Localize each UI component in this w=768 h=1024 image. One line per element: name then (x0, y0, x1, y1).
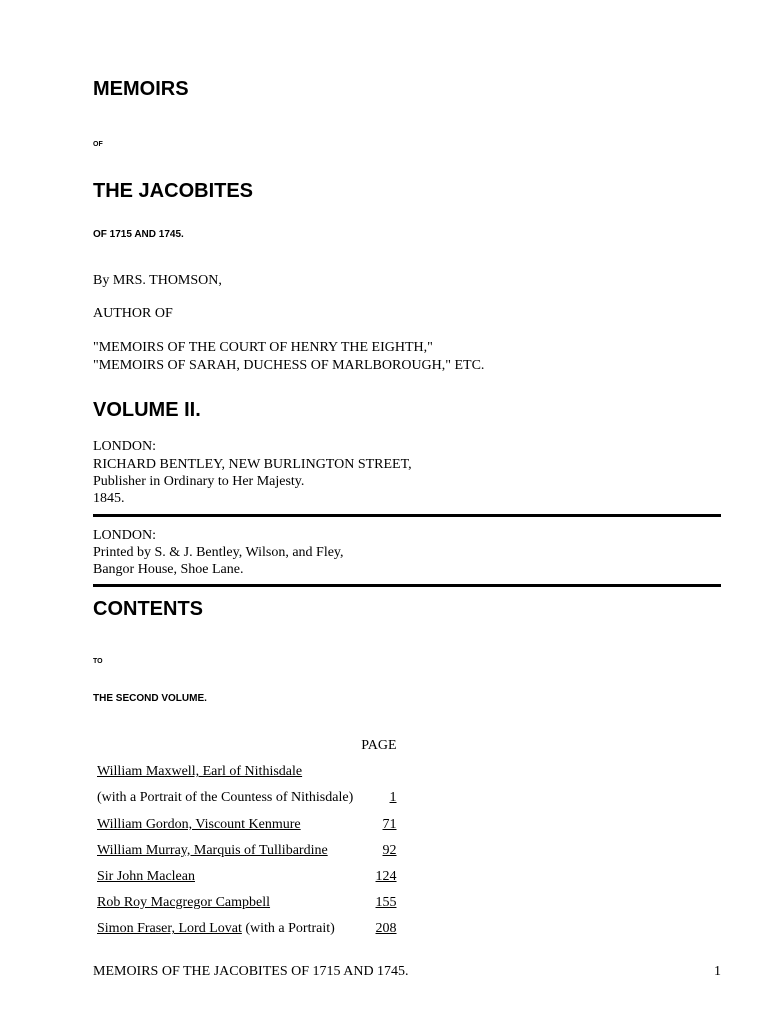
contents-header-row (93, 733, 401, 759)
publisher-line: RICHARD BENTLEY, NEW BURLINGTON STREET, (93, 457, 412, 472)
printer-line: Bangor House, Shoe Lane. (93, 562, 244, 577)
contents-entry-link[interactable]: Simon Fraser, Lord Lovat (97, 921, 242, 937)
publisher-line: LONDON: (93, 439, 156, 454)
book-subject: THE JACOBITES (93, 180, 254, 202)
author-work: "MEMOIRS OF THE COURT OF HENRY THE EIGHTH," (93, 340, 433, 355)
contents-entry-link[interactable]: Sir John Maclean (97, 869, 195, 885)
contents-table (93, 733, 401, 943)
printer-line: Printed by S. & J. Bentley, Wilson, and Fley, (93, 545, 344, 560)
author-work: "MEMOIRS OF SARAH, DUCHESS OF MARLBOROUGH," ETC. (93, 358, 485, 373)
table-row (93, 890, 401, 916)
author-of: AUTHOR OF (93, 306, 173, 321)
contents-page-link[interactable]: 92 (382, 842, 397, 858)
table-row (93, 812, 401, 838)
contents-page-link[interactable]: 124 (375, 869, 397, 885)
divider (93, 514, 721, 517)
contents-entry-link[interactable]: Rob Roy Macgregor Campbell (97, 895, 271, 911)
contents-heading: CONTENTS (93, 598, 203, 620)
page-column-header: PAGE (361, 738, 397, 754)
table-row (93, 864, 401, 890)
printer-line: LONDON: (93, 528, 156, 543)
publisher-line: Publisher in Ordinary to Her Majesty. (93, 474, 305, 489)
contents-entry-link[interactable]: William Maxwell, Earl of Nithisdale (97, 764, 303, 780)
contents-page-link[interactable]: 155 (375, 895, 397, 911)
title-connector: OF (93, 141, 103, 148)
book-title: MEMOIRS (93, 78, 189, 100)
contents-page-link[interactable]: 71 (382, 816, 397, 832)
publisher-line: 1845. (93, 491, 125, 506)
contents-connector: TO (93, 658, 103, 665)
contents-subheading: THE SECOND VOLUME. (93, 693, 207, 704)
page-number: 1 (714, 964, 721, 979)
volume-heading: VOLUME II. (93, 399, 201, 421)
divider (93, 584, 721, 587)
contents-entry-link[interactable]: William Murray, Marquis of Tullibardine (97, 842, 328, 858)
contents-title-header (93, 733, 357, 759)
table-row (93, 759, 401, 785)
book-years: OF 1715 AND 1745. (93, 229, 184, 240)
byline: By MRS. THOMSON, (93, 273, 222, 288)
table-row (93, 916, 401, 942)
contents-entry-note: (with a Portrait of the Countess of Nithisdale) (97, 790, 354, 806)
contents-page-link[interactable]: 1 (389, 790, 397, 806)
table-row (93, 838, 401, 864)
contents-page-link[interactable]: 208 (375, 921, 397, 937)
contents-entry-link[interactable]: William Gordon, Viscount Kenmure (97, 816, 301, 832)
running-title: MEMOIRS OF THE JACOBITES OF 1715 AND 1745. (93, 964, 409, 979)
contents-entry-note: (with a Portrait) (241, 921, 335, 937)
table-row (93, 785, 401, 811)
